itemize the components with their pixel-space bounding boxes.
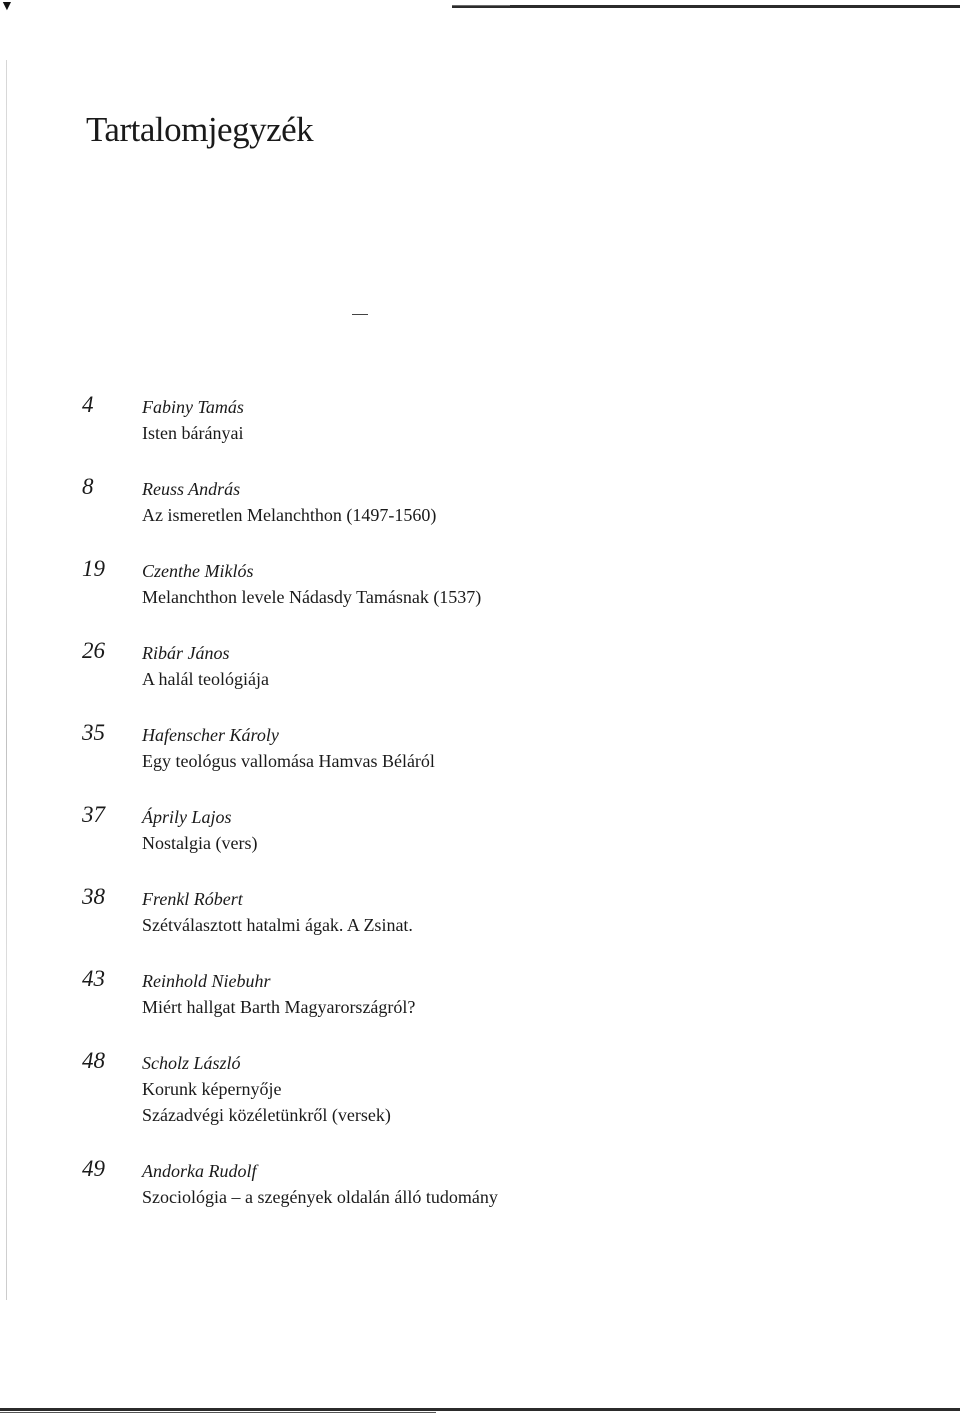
toc-author: Fabiny Tamás: [142, 397, 244, 417]
toc-entry: [0, 720, 960, 802]
toc-title: Századvégi közéletünkről (versek): [142, 1105, 391, 1125]
toc-title: A halál teológiája: [142, 669, 269, 689]
toc-page-number: 19: [82, 556, 105, 581]
toc-entry: [0, 392, 960, 474]
toc-page-number: 48: [82, 1048, 105, 1073]
toc-title-block: [142, 420, 243, 446]
toc-title-block: [142, 912, 413, 938]
toc-title-block: [142, 994, 415, 1020]
table-of-contents: [0, 392, 960, 1238]
toc-entry: [0, 966, 960, 1048]
toc-author: Áprily Lajos: [142, 807, 232, 827]
toc-title-block: [142, 748, 435, 774]
toc-author: Reinhold Niebuhr: [142, 971, 271, 991]
toc-author: Ribár János: [142, 643, 230, 663]
toc-entry: [0, 474, 960, 556]
toc-author: Czenthe Miklós: [142, 561, 254, 581]
top-rule: [452, 5, 960, 8]
toc-title: Korunk képernyője: [142, 1079, 282, 1099]
toc-title: Isten bárányai: [142, 423, 244, 443]
bottom-rule-thin: [0, 1412, 436, 1413]
toc-title: Az ismeretlen Melanchthon (1497-1560): [142, 505, 437, 525]
toc-title: Nostalgia (vers): [142, 833, 258, 853]
toc-page-number: 38: [82, 884, 105, 909]
bottom-rule: [0, 1408, 960, 1411]
toc-author: Andorka Rudolf: [142, 1161, 257, 1181]
toc-page-number: 49: [82, 1156, 105, 1181]
top-rule-thin: [452, 5, 510, 6]
toc-author: Frenkl Róbert: [142, 889, 243, 909]
toc-page-number: 4: [82, 392, 94, 417]
toc-title-block: [142, 830, 257, 856]
toc-title: Szétválasztott hatalmi ágak. A Zsinat.: [142, 915, 413, 935]
toc-title-block: [142, 584, 481, 610]
toc-author: Reuss András: [142, 479, 241, 499]
toc-page-number: 26: [82, 638, 105, 663]
toc-title: Szociológia – a szegények oldalán álló tudomány: [142, 1187, 498, 1207]
toc-entry: [0, 802, 960, 884]
toc-page-number: 43: [82, 966, 105, 991]
toc-author: Scholz László: [142, 1053, 241, 1073]
toc-page-number: 35: [82, 720, 105, 745]
toc-title: Egy teológus vallomása Hamvas Béláról: [142, 751, 435, 771]
page-title: Tartalomjegyzék: [86, 110, 314, 149]
toc-title-block: [142, 502, 436, 528]
toc-title-block: [142, 1184, 498, 1210]
toc-entry: [0, 556, 960, 638]
toc-title: Melanchthon levele Nádasdy Tamásnak (1537): [142, 587, 482, 607]
toc-title-block: [142, 1076, 391, 1128]
toc-entry: [0, 884, 960, 966]
toc-entry: [0, 1156, 960, 1238]
toc-page-number: 8: [82, 474, 94, 499]
toc-entry: [0, 638, 960, 720]
corner-scan-mark: ▼: [0, 0, 14, 14]
toc-title: Miért hallgat Barth Magyarországról?: [142, 997, 416, 1017]
toc-entry: [0, 1048, 960, 1156]
toc-author: Hafenscher Károly: [142, 725, 279, 745]
toc-page-number: 37: [82, 802, 105, 827]
dash-mark: [352, 314, 368, 315]
toc-title-block: [142, 666, 269, 692]
